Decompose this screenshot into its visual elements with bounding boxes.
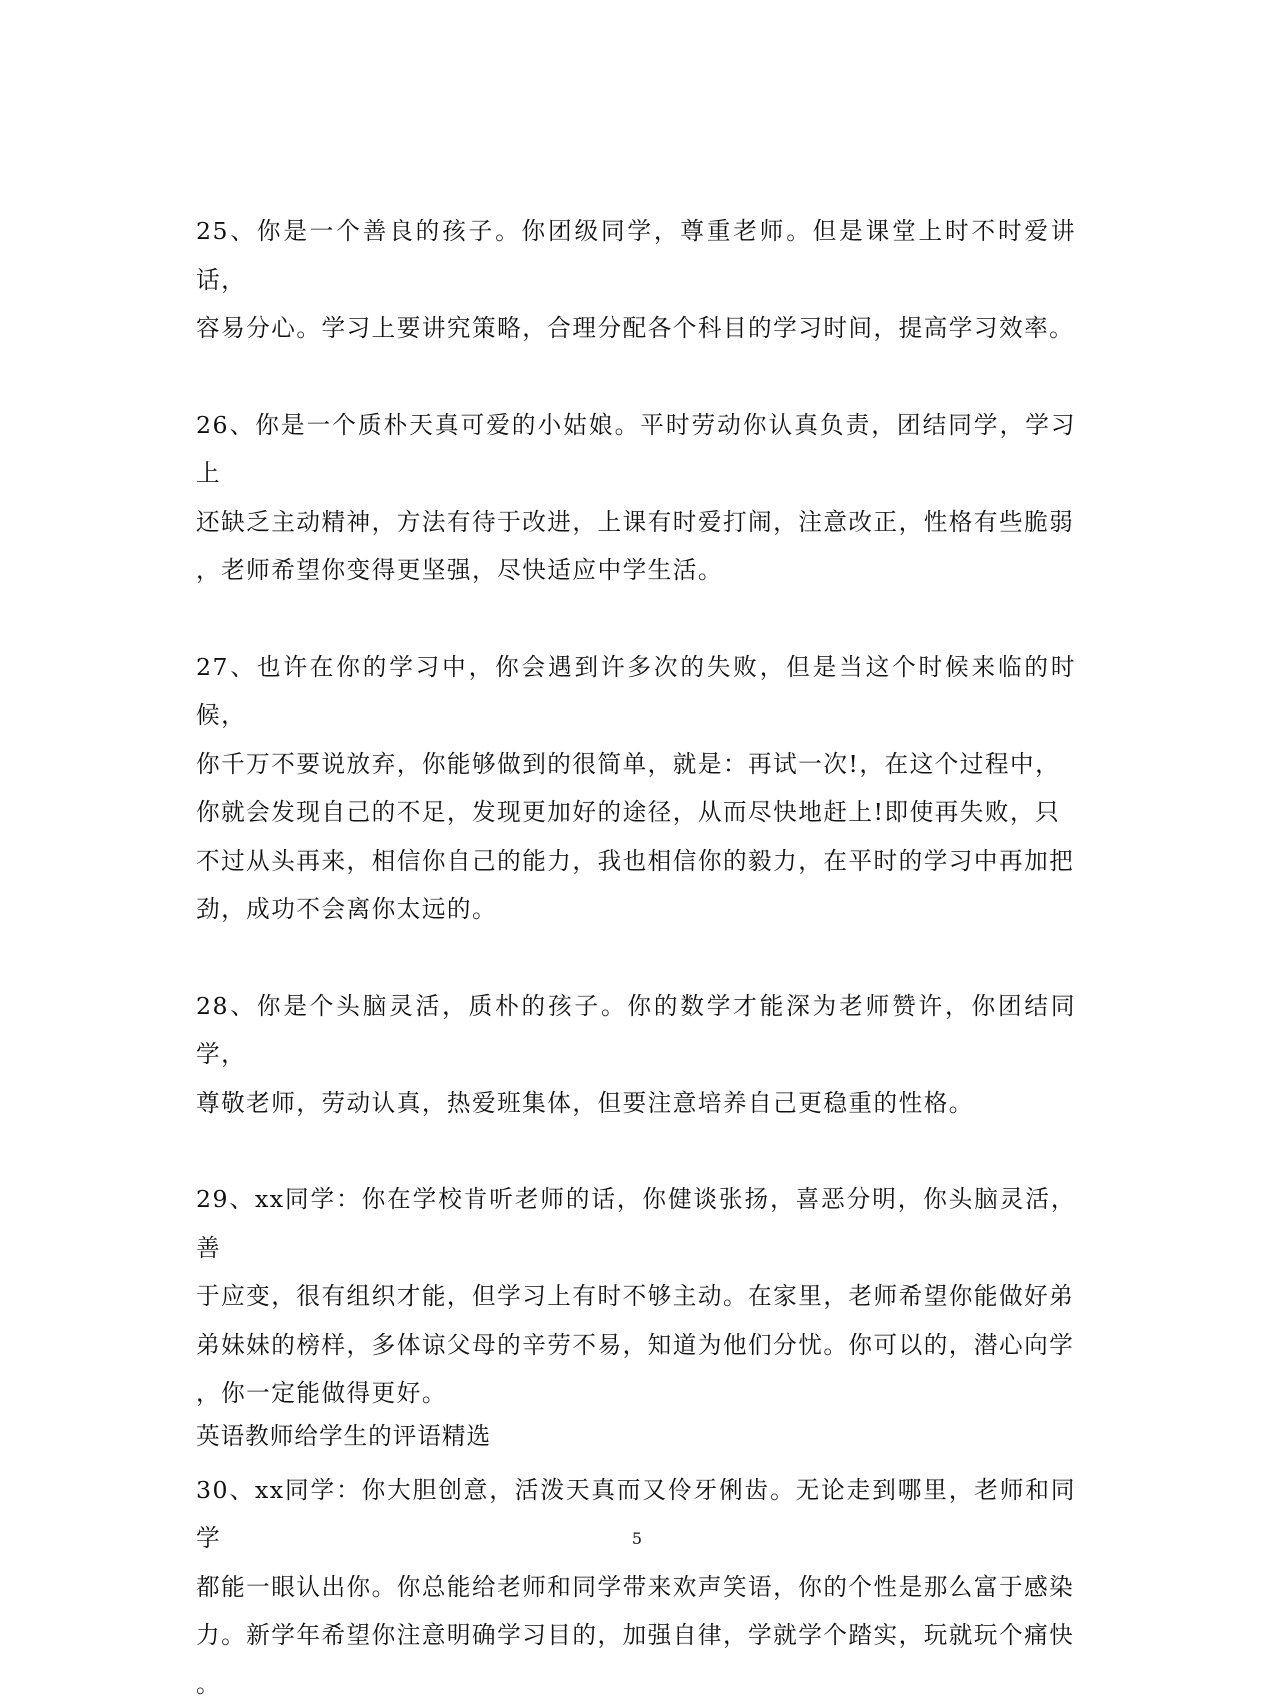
paragraph-line: 于应变，很有组织才能，但学习上有时不够主动。在家里，老师希望你能做好弟 bbox=[196, 1282, 1074, 1310]
paragraph-line: 尊敬老师，劳动认真，热爱班集体，但要注意培养自己更稳重的性格。 bbox=[196, 1089, 974, 1117]
paragraph-line: 28、你是个头脑灵活，质朴的孩子。你的数学才能深为老师赞许，你团结同学， bbox=[196, 992, 1076, 1069]
paragraph-line: 26、你是一个质朴天真可爱的小姑娘。平时劳动你认真负责，团结同学，学习上 bbox=[196, 411, 1076, 488]
paragraph-30 bbox=[196, 1466, 1076, 1708]
page-number: 5 bbox=[0, 1529, 1274, 1549]
paragraph-line: 30、xx同学：你大胆创意，活泼天真而又伶牙俐齿。无论走到哪里，老师和同学 bbox=[196, 1476, 1076, 1553]
paragraph-line: 。 bbox=[196, 1670, 221, 1698]
paragraph-26 bbox=[196, 401, 1076, 595]
paragraph-line: 弟妹妹的榜样，多体谅父母的辛劳不易，知道为他们分忧。你可以的，潜心向学 bbox=[196, 1331, 1074, 1359]
paragraph-29 bbox=[196, 1175, 1076, 1418]
paragraph-line: 27、也许在你的学习中，你会遇到许多次的失败，但是当这个时候来临的时候， bbox=[196, 653, 1076, 730]
paragraph-25 bbox=[196, 207, 1076, 353]
paragraph-line: ，老师希望你变得更坚强，尽快适应中学生活。 bbox=[196, 556, 723, 584]
paragraph-line: 都能一眼认出你。你总能给老师和同学带来欢声笑语，你的个性是那么富于感染 bbox=[196, 1573, 1074, 1601]
paragraph-27 bbox=[196, 643, 1076, 934]
paragraph-line: 不过从头再来，相信你自己的能力，我也相信你的毅力，在平时的学习中再加把 bbox=[196, 847, 1074, 875]
paragraph-28 bbox=[196, 982, 1076, 1128]
paragraph-line: 容易分心。学习上要讲究策略，合理分配各个科目的学习时间，提高学习效率。 bbox=[196, 314, 1074, 342]
paragraph-line: 还缺乏主动精神，方法有待于改进，上课有时爱打闹，注意改正，性格有些脆弱 bbox=[196, 508, 1074, 536]
document-body bbox=[196, 207, 1076, 1708]
paragraph-line: 劲，成功不会离你太远的。 bbox=[196, 895, 497, 923]
paragraph-line: 你就会发现自己的不足，发现更加好的途径，从而尽快地赶上!即使再失败，只 bbox=[196, 798, 1060, 826]
paragraph-line: 你千万不要说放弃，你能够做到的很简单，就是：再试一次!，在这个过程中， bbox=[196, 750, 1060, 778]
paragraph-line: ，你一定能做得更好。 bbox=[196, 1379, 447, 1407]
section-title: 英语教师给学生的评语精选 bbox=[196, 1412, 491, 1460]
paragraph-line: 25、你是一个善良的孩子。你团级同学，尊重老师。但是课堂上时不时爱讲话， bbox=[196, 217, 1076, 294]
paragraph-line: 29、xx同学：你在学校肯听老师的话，你健谈张扬，喜恶分明，你头脑灵活，善 bbox=[196, 1185, 1076, 1262]
paragraph-line: 力。新学年希望你注意明确学习目的，加强自律，学就学个踏实，玩就玩个痛快 bbox=[196, 1621, 1074, 1649]
